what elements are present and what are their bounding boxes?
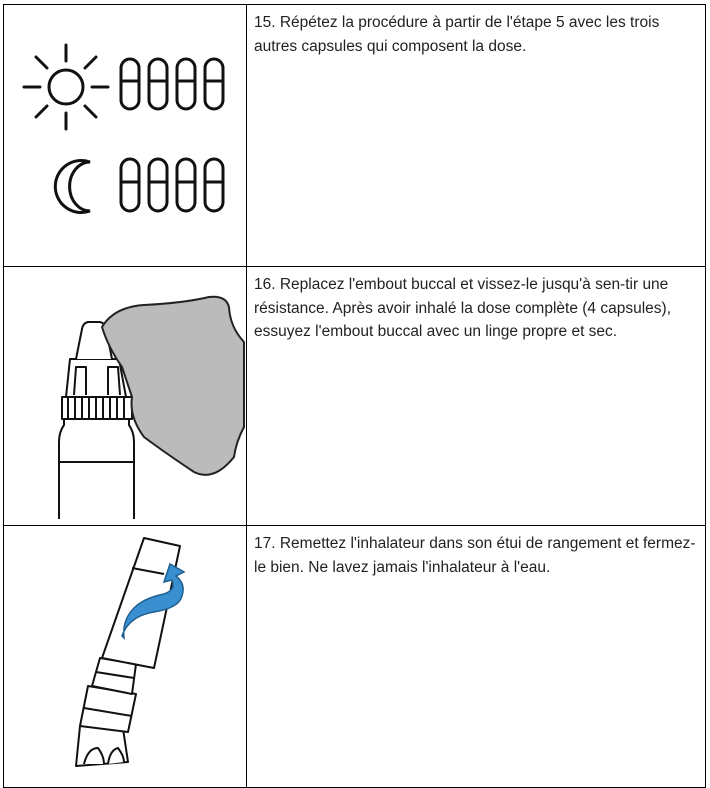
table-row (4, 267, 706, 526)
table-row (4, 5, 706, 267)
step-15-text: 15. Répétez la procédure à partir de l'étape 5 avec les trois autres capsules qui composent la dose. (254, 14, 660, 55)
inhaler-cap-close-icon (4, 526, 246, 781)
step-15-illustration-cell (4, 5, 247, 267)
step-17-illustration-cell (4, 526, 247, 788)
step-16-text: 16. Replacez l'embout buccal et vissez-le jusqu'à sen-tir une résistance. Après avoir inhalé la dose complète (4 capsules), essuyez l'embout buccal avec un linge propre et sec. (254, 276, 671, 340)
instruction-table (3, 4, 706, 788)
table-row (4, 526, 706, 788)
step-17-text: 17. Remettez l'inhalateur dans son étui de rangement et fermez-le bien. Ne lavez jamais l'inhalateur à l'eau. (254, 535, 696, 576)
step-16-text-cell (247, 267, 706, 526)
inhaler-mouthpiece-wipe-icon (4, 267, 246, 519)
sun-moon-capsules-icon (4, 5, 246, 260)
step-16-illustration-cell (4, 267, 247, 526)
step-17-text-cell (247, 526, 706, 788)
step-15-text-cell (247, 5, 706, 267)
